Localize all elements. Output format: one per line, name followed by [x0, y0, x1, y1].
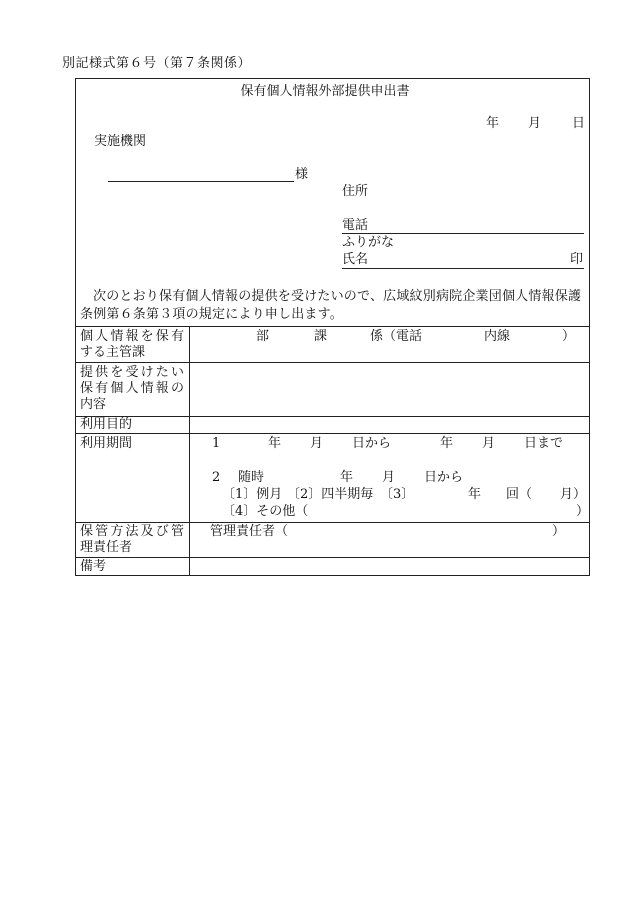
period-opt1-num: 1: [212, 436, 221, 451]
period-opt1-year: 年: [268, 436, 282, 451]
intro-text: 次のとおり保有個人情報の提供を受けたいので、広域紋別病院企業団個人情報保護条例第６条第３項の規定により申し出ます。: [80, 289, 582, 322]
dept-label-line1: 個 人 情 報 を 保 有: [80, 329, 184, 344]
row-rule: [75, 522, 590, 523]
date-year: 年: [486, 116, 500, 131]
furigana-label: ふりがな: [342, 235, 395, 250]
period-opt2-year: 年: [340, 470, 354, 485]
row-rule: [75, 557, 590, 558]
info-label-line2: 保 有 個 人 情 報 の: [80, 381, 184, 396]
purpose-label: 利用目的: [80, 417, 133, 432]
dept-extension: 内線: [484, 329, 511, 344]
freq-month-close: 月）: [560, 487, 587, 502]
storage-label-line2: 理責任者: [80, 540, 133, 555]
freq-quarterly[interactable]: 〔2〕四半期毎: [287, 487, 374, 502]
date-day: 日: [572, 116, 586, 131]
info-label-line1: 提 供 を 受 け た い: [80, 365, 184, 380]
agency-label: 実施機関: [94, 134, 147, 149]
dept-ka: 課: [314, 329, 328, 344]
freq-monthly[interactable]: 〔1〕例月: [222, 487, 283, 502]
period-opt1-from: 日から: [352, 436, 392, 451]
remarks-label: 備考: [80, 559, 107, 574]
storage-label-line1: 保 管 方 法 及 び 管: [80, 524, 184, 539]
period-opt1-year2: 年: [440, 436, 454, 451]
seal-mark: 印: [570, 252, 584, 267]
addressee-suffix: 様: [295, 167, 309, 182]
period-opt2-month: 月: [382, 470, 396, 485]
address-label: 住所: [342, 184, 369, 199]
freq-times: 回（: [506, 487, 533, 502]
period-opt2-from: 日から: [424, 470, 464, 485]
form-number-note: 別記様式第６号（第７条関係）: [62, 56, 252, 71]
name-line[interactable]: [342, 268, 584, 269]
info-label-line3: 内容: [80, 397, 107, 412]
row-rule: [75, 433, 590, 434]
freq-other3[interactable]: 〔3〕: [380, 487, 415, 502]
dept-close: ）: [562, 329, 576, 344]
phone-label: 電話: [342, 218, 369, 233]
phone-line[interactable]: [342, 233, 584, 234]
storage-manager-close: ）: [552, 524, 566, 539]
table-column-divider: [189, 326, 190, 576]
table-top-rule: [75, 326, 590, 327]
period-opt1-until: 日まで: [524, 436, 564, 451]
period-opt2-label: 随時: [238, 470, 265, 485]
addressee-line[interactable]: [108, 181, 294, 182]
row-rule: [75, 362, 590, 363]
name-label: 氏名: [342, 252, 369, 267]
date-month: 月: [528, 116, 542, 131]
dept-kakari-phone: 係（電話: [370, 329, 423, 344]
form-title: 保有個人情報外部提供申出書: [240, 84, 410, 99]
dept-label-line2: する主管課: [80, 345, 146, 360]
period-opt1-month2: 月: [482, 436, 496, 451]
freq-other4-close: ）: [576, 504, 590, 519]
period-opt2-num: 2: [212, 470, 221, 485]
storage-manager-label: 管理責任者（: [210, 524, 289, 539]
period-opt1-month: 月: [310, 436, 324, 451]
freq-other4[interactable]: 〔4〕その他（: [222, 504, 309, 519]
period-label: 利用期間: [80, 436, 133, 451]
freq-year: 年: [468, 487, 482, 502]
row-rule: [75, 416, 590, 417]
dept-bu: 部: [256, 329, 270, 344]
